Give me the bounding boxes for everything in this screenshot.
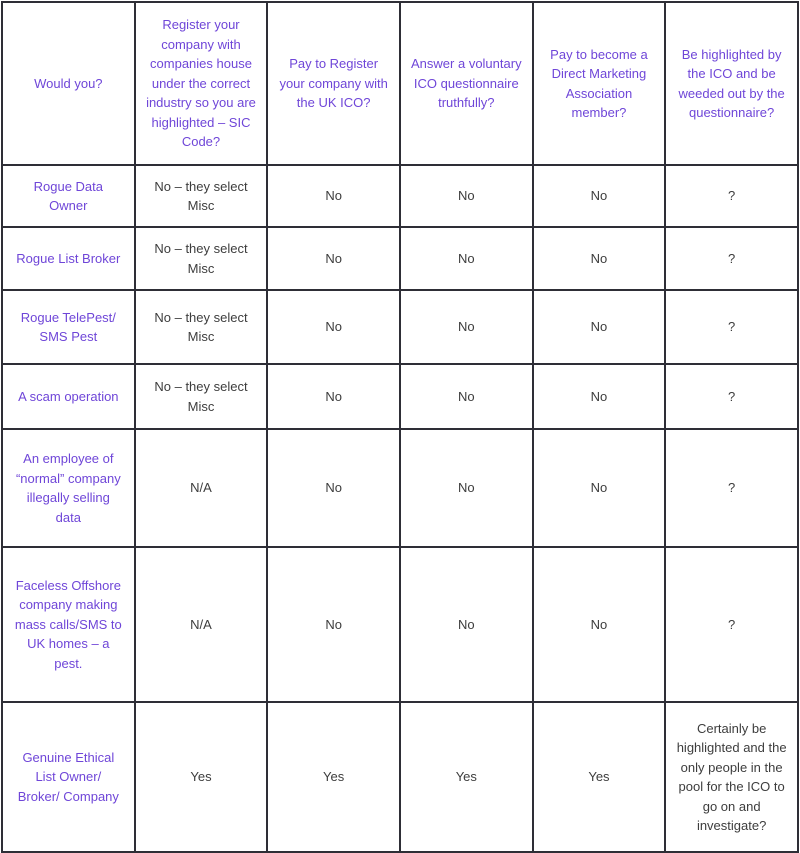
table-cell: No — [533, 290, 666, 364]
header-cell-weeded-out: Be highlighted by the ICO and be weeded out by the questionnaire? — [665, 2, 798, 165]
row-label: Faceless Offshore company making mass calls/SMS to UK homes – a pest. — [2, 547, 135, 702]
table-row — [2, 165, 798, 227]
table-cell: No — [533, 429, 666, 547]
table-cell: No — [400, 547, 533, 702]
row-label: A scam operation — [2, 364, 135, 429]
header-cell-would-you: Would you? — [2, 2, 135, 165]
row-label: Genuine Ethical List Owner/ Broker/ Company — [2, 702, 135, 852]
table-cell: Yes — [267, 702, 400, 852]
row-label: Rogue List Broker — [2, 227, 135, 290]
table-cell: No — [267, 364, 400, 429]
table-header-row — [2, 2, 798, 165]
table-cell: No — [267, 547, 400, 702]
table-cell: ? — [665, 165, 798, 227]
table-row — [2, 227, 798, 290]
table-row — [2, 429, 798, 547]
table-cell: No — [533, 364, 666, 429]
row-label: Rogue TelePest/ SMS Pest — [2, 290, 135, 364]
header-cell-dma-member: Pay to become a Direct Marketing Association member? — [533, 2, 666, 165]
table-cell: No — [267, 227, 400, 290]
table-cell: Yes — [400, 702, 533, 852]
table-cell: No – they select Misc — [135, 165, 268, 227]
table-cell: ? — [665, 227, 798, 290]
table-cell: ? — [665, 547, 798, 702]
table-cell: Yes — [533, 702, 666, 852]
table-cell: No — [267, 429, 400, 547]
table-row — [2, 702, 798, 852]
table-cell: No – they select Misc — [135, 227, 268, 290]
comparison-table — [1, 1, 799, 853]
row-label: Rogue Data Owner — [2, 165, 135, 227]
table-cell: No — [267, 290, 400, 364]
table-cell: ? — [665, 290, 798, 364]
header-cell-companies-house: Register your company with companies house under the correct industry so you are highlighted – SIC Code? — [135, 2, 268, 165]
table-cell: No — [533, 227, 666, 290]
row-label: An employee of “normal” company illegally selling data — [2, 429, 135, 547]
table-cell: No – they select Misc — [135, 364, 268, 429]
table-cell: Yes — [135, 702, 268, 852]
table-cell: N/A — [135, 547, 268, 702]
table-cell: No — [400, 364, 533, 429]
table-cell: No — [400, 429, 533, 547]
table-row — [2, 364, 798, 429]
table-cell: No – they select Misc — [135, 290, 268, 364]
table-cell: No — [400, 290, 533, 364]
table-row — [2, 547, 798, 702]
table-cell: N/A — [135, 429, 268, 547]
table-cell: No — [533, 165, 666, 227]
table-cell: No — [400, 165, 533, 227]
table-cell: Certainly be highlighted and the only people in the pool for the ICO to go on and investigate? — [665, 702, 798, 852]
table-cell: No — [400, 227, 533, 290]
table-cell: ? — [665, 429, 798, 547]
header-cell-ico-register: Pay to Register your company with the UK ICO? — [267, 2, 400, 165]
header-cell-questionnaire: Answer a voluntary ICO questionnaire truthfully? — [400, 2, 533, 165]
table-row — [2, 290, 798, 364]
table-cell: No — [533, 547, 666, 702]
table-cell: ? — [665, 364, 798, 429]
table-cell: No — [267, 165, 400, 227]
